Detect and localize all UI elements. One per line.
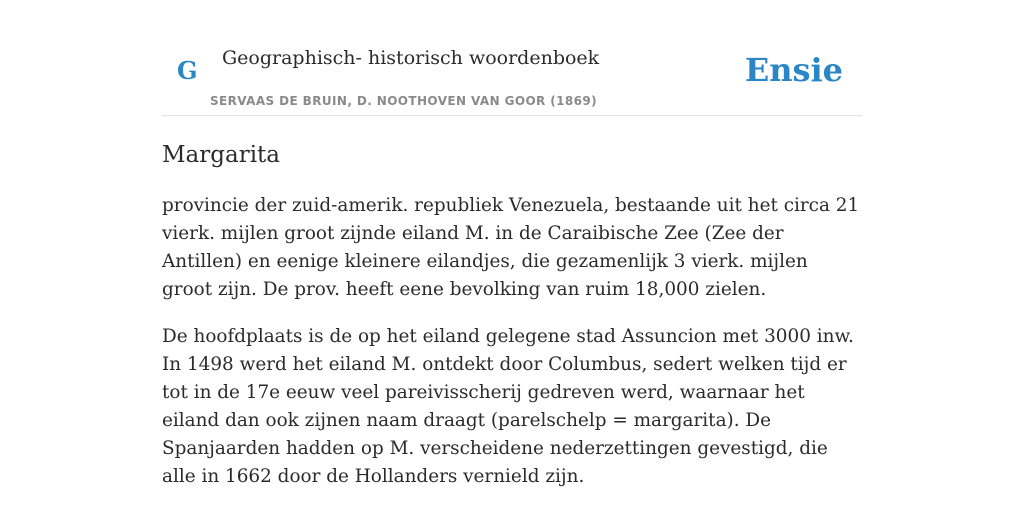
book-title-link[interactable]: Geographisch- historisch woordenboek	[222, 47, 600, 69]
book-letter-icon[interactable]: G	[177, 56, 198, 85]
entry-paragraph: provincie der zuid-amerik. republiek Venezuela, bestaande uit het circa 21 vierk. mijlen groot zijnde eiland M. in de Caraibische Zee (Zee der Antillen) en eenige kleinere eilandjes, die gezamenlijk 3 vierk. mijlen groot zijn. De prov. heeft eene bevolking van ruim 18,000 zielen.	[162, 195, 860, 300]
ensie-logo[interactable]: Ensie	[744, 51, 843, 89]
page-container	[162, 0, 862, 487]
entry-title: Margarita	[162, 142, 280, 168]
entry-body	[162, 192, 862, 510]
book-authors: SERVAAS DE BRUIN, D. NOOTHOVEN VAN GOOR (1869)	[210, 94, 598, 108]
book-header	[162, 0, 862, 116]
entry-paragraph: De hoofdplaats is de op het eiland gelegene stad Assuncion met 3000 inw. In 1498 werd het eiland M. ontdekt door Columbus, sedert welken tijd er tot in de 17e eeuw veel pareivisscherij gedreven werd, waarnaar het eiland dan ook zijnen naam draagt (parelschelp = margarita). De Spanjaarden hadden op M. verscheidene nederzettingen gevestigd, die alle in 1662 door de Hollanders vernield zijn.	[162, 326, 854, 487]
